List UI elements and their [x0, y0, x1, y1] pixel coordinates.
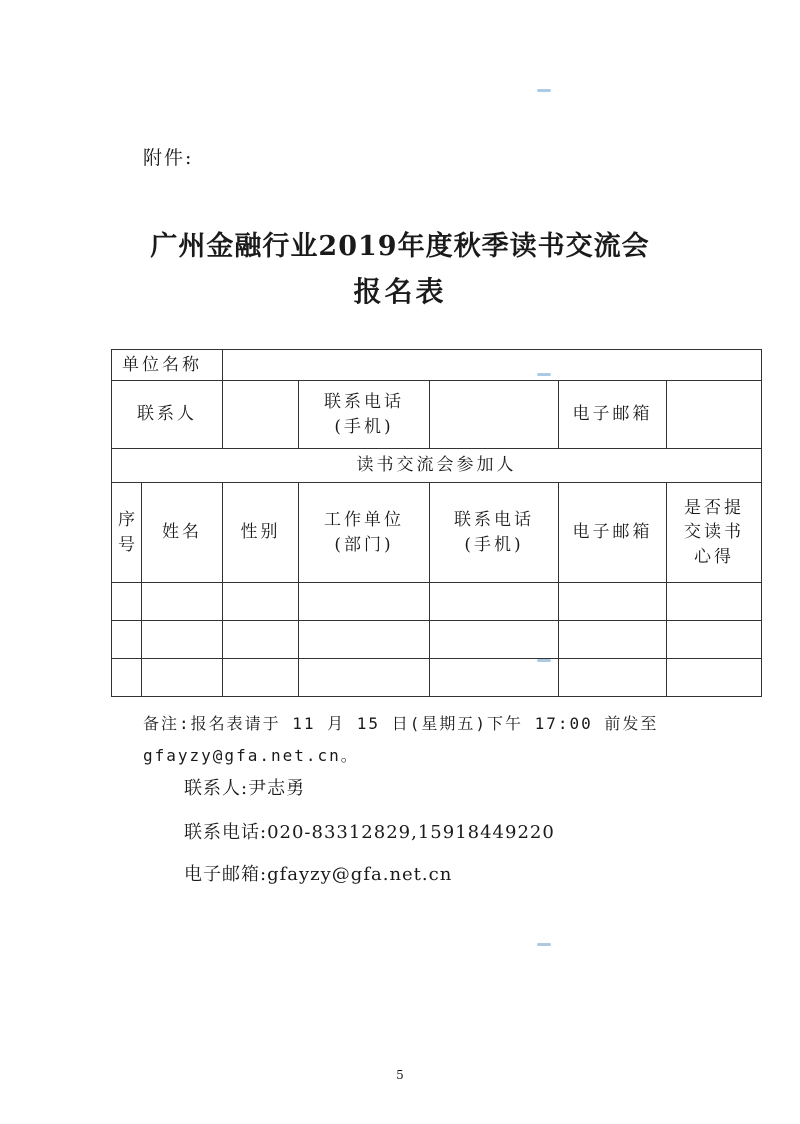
- form-subtitle: 报名表: [353, 275, 447, 308]
- contact-person-label: 联系人: [112, 381, 223, 449]
- contact-phone-label-line2: (手机): [334, 416, 394, 437]
- col-work-unit-line2: (部门): [334, 534, 394, 555]
- col-seq: [112, 483, 142, 583]
- contact-phone-label: [299, 381, 430, 449]
- table-cell[interactable]: [223, 659, 299, 697]
- table-cell[interactable]: [430, 659, 559, 697]
- col-work-unit: [299, 483, 430, 583]
- table-cell[interactable]: [223, 583, 299, 621]
- table-cell[interactable]: [430, 583, 559, 621]
- table-cell[interactable]: [142, 583, 223, 621]
- table-row: [112, 659, 762, 697]
- note-line-2: gfayzy@gfa.net.cn。: [143, 746, 359, 765]
- table-cell[interactable]: [559, 659, 667, 697]
- col-email: 电子邮箱: [559, 483, 667, 583]
- table-cell[interactable]: [142, 659, 223, 697]
- table-cell[interactable]: [667, 659, 762, 697]
- form-title: 广州金融行业2019年度秋季读书交流会: [150, 231, 650, 262]
- contact-phone-field[interactable]: [430, 381, 559, 449]
- col-work-unit-line1: 工作单位: [324, 509, 404, 530]
- contact-person: 联系人:尹志勇: [184, 778, 306, 799]
- table-cell[interactable]: [559, 621, 667, 659]
- col-seq-line2: 号: [118, 534, 135, 555]
- col-phone: [430, 483, 559, 583]
- email-label: 电子邮箱: [559, 381, 667, 449]
- col-submit-line2: 交读书: [684, 522, 745, 543]
- attachment-label: 附件:: [143, 147, 194, 169]
- col-gender: 性别: [223, 483, 299, 583]
- col-submit-line1: 是否提: [684, 497, 745, 518]
- unit-name-field[interactable]: [223, 350, 762, 381]
- table-cell[interactable]: [223, 621, 299, 659]
- table-cell[interactable]: [142, 621, 223, 659]
- contact-phone: 联系电话:020-83312829,15918449220: [184, 822, 555, 843]
- table-cell[interactable]: [667, 621, 762, 659]
- scan-speck: [537, 943, 551, 946]
- page-number: 5: [396, 1068, 404, 1082]
- col-seq-line1: 序: [118, 509, 135, 530]
- registration-table: [111, 349, 762, 697]
- table-row: [112, 583, 762, 621]
- contact-email: 电子邮箱:gfayzy@gfa.net.cn: [184, 864, 453, 885]
- col-submit-notes: [667, 483, 762, 583]
- col-name: 姓名: [142, 483, 223, 583]
- table-cell[interactable]: [299, 583, 430, 621]
- table-cell[interactable]: [112, 659, 142, 697]
- table-cell[interactable]: [112, 621, 142, 659]
- table-cell[interactable]: [667, 583, 762, 621]
- scan-speck: [537, 659, 551, 662]
- table-cell[interactable]: [299, 621, 430, 659]
- col-phone-line1: 联系电话: [454, 509, 534, 530]
- note-line-1: 备注:报名表请于 11 月 15 日(星期五)下午 17:00 前发至: [143, 714, 659, 733]
- contact-phone-label-line1: 联系电话: [324, 391, 404, 412]
- table-cell[interactable]: [299, 659, 430, 697]
- email-field[interactable]: [667, 381, 762, 449]
- contact-person-field[interactable]: [223, 381, 299, 449]
- table-cell[interactable]: [430, 621, 559, 659]
- unit-name-label: 单位名称: [112, 350, 223, 381]
- participants-header: 读书交流会参加人: [112, 449, 762, 483]
- scan-speck: [537, 89, 551, 92]
- col-phone-line2: (手机): [464, 534, 524, 555]
- table-row: [112, 621, 762, 659]
- table-cell[interactable]: [112, 583, 142, 621]
- table-cell[interactable]: [559, 583, 667, 621]
- col-submit-line3: 心得: [694, 546, 735, 567]
- scan-speck: [537, 373, 551, 376]
